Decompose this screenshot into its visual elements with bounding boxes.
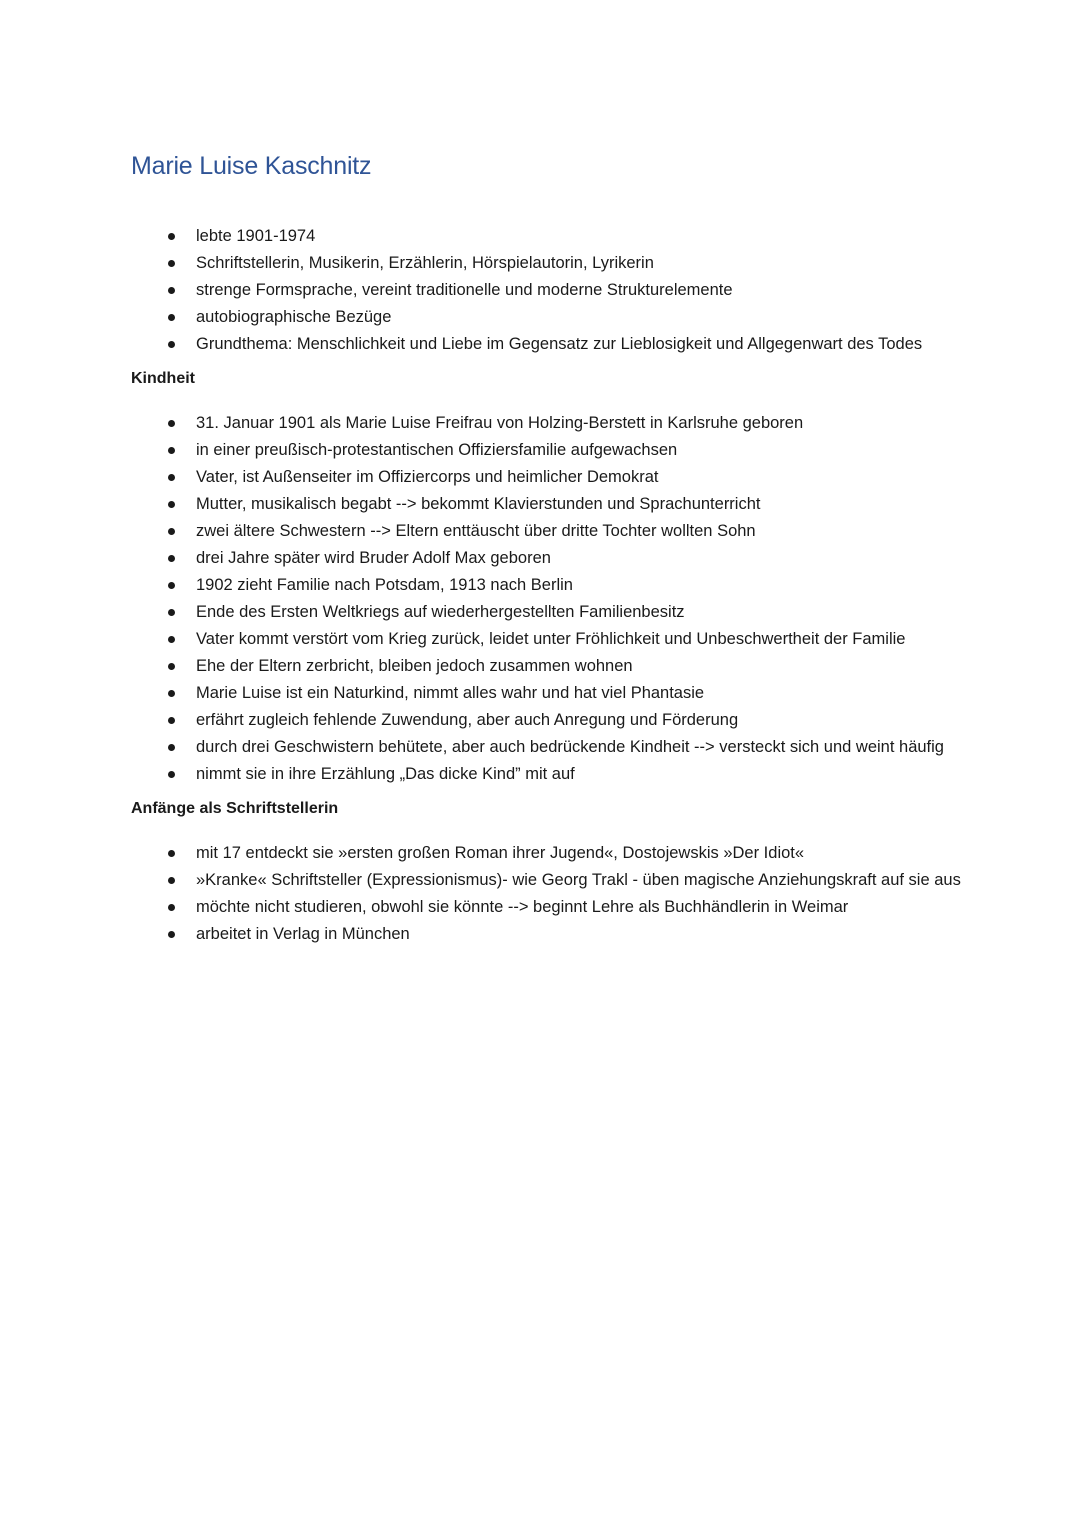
intro-list xyxy=(131,223,961,358)
list-item xyxy=(131,599,961,626)
bullet-icon xyxy=(168,233,175,240)
list-item-text: 1902 zieht Familie nach Potsdam, 1913 nach Berlin xyxy=(196,575,573,594)
list-item-text: drei Jahre später wird Bruder Adolf Max geboren xyxy=(196,548,551,567)
bullet-icon xyxy=(168,555,175,562)
bullet-icon xyxy=(168,287,175,294)
list-item-text: Ehe der Eltern zerbricht, bleiben jedoch zusammen wohnen xyxy=(196,656,633,675)
bullet-icon xyxy=(168,609,175,616)
list-item xyxy=(131,761,961,788)
list-item xyxy=(131,223,961,250)
list-item-text: Schriftstellerin, Musikerin, Erzählerin, Hörspielautorin, Lyrikerin xyxy=(196,253,654,272)
list-item-text: nimmt sie in ihre Erzählung „Das dicke Kind” mit auf xyxy=(196,764,575,783)
list-item xyxy=(131,680,961,707)
bullet-icon xyxy=(168,663,175,670)
list-item-text: mit 17 entdeckt sie »ersten großen Roman ihrer Jugend«, Dostojewskis »Der Idiot« xyxy=(196,844,805,863)
list-item xyxy=(131,572,961,599)
list-item xyxy=(131,894,961,921)
list-item-text: möchte nicht studieren, obwohl sie könnte --> beginnt Lehre als Buchhändlerin in Weimar xyxy=(196,898,849,917)
document-page xyxy=(131,150,961,948)
list-item-text: in einer preußisch-protestantischen Offiziersfamilie aufgewachsen xyxy=(196,440,678,459)
list-item-text: Grundthema: Menschlichkeit und Liebe im Gegensatz zur Lieblosigkeit und Allgegenwart des Todes xyxy=(196,334,923,353)
bullet-icon xyxy=(168,582,175,589)
list-item-text: 31. Januar 1901 als Marie Luise Freifrau von Holzing-Berstett in Karlsruhe geboren xyxy=(196,413,804,432)
list-item-text: Vater, ist Außenseiter im Offiziercorps und heimlicher Demokrat xyxy=(196,467,659,486)
bullet-icon xyxy=(168,501,175,508)
list-item xyxy=(131,518,961,545)
list-item-text: arbeitet in Verlag in München xyxy=(196,925,410,944)
bullet-icon xyxy=(168,447,175,454)
list-item xyxy=(131,331,961,358)
bullet-icon xyxy=(168,850,175,857)
bullet-icon xyxy=(168,314,175,321)
list-item-text: lebte 1901-1974 xyxy=(196,226,316,245)
bullet-icon xyxy=(168,341,175,348)
bullet-icon xyxy=(168,931,175,938)
bullet-icon xyxy=(168,636,175,643)
list-item-text: »Kranke« Schriftsteller (Expressionismus)- wie Georg Trakl - üben magische Anziehungskraft auf sie aus xyxy=(196,871,961,890)
list-item-text: erfährt zugleich fehlende Zuwendung, aber auch Anregung und Förderung xyxy=(196,710,739,729)
list-item-text: durch drei Geschwistern behütete, aber auch bedrückende Kindheit --> versteckt sich und weint häufig xyxy=(196,737,944,756)
bullet-icon xyxy=(168,260,175,267)
bullet-icon xyxy=(168,877,175,884)
list-item-text: strenge Formsprache, vereint traditionelle und moderne Strukturelemente xyxy=(196,280,733,299)
bullet-icon xyxy=(168,771,175,778)
anfaenge-list xyxy=(131,840,961,948)
kindheit-list xyxy=(131,410,961,788)
bullet-icon xyxy=(168,904,175,911)
list-item-text: Marie Luise ist ein Naturkind, nimmt alles wahr und hat viel Phantasie xyxy=(196,683,705,702)
list-item xyxy=(131,464,961,491)
list-item xyxy=(131,410,961,437)
bullet-icon xyxy=(168,690,175,697)
list-item-text: zwei ältere Schwestern --> Eltern enttäuscht über dritte Tochter wollten Sohn xyxy=(196,521,756,540)
list-item-text: Ende des Ersten Weltkriegs auf wiederhergestellten Familienbesitz xyxy=(196,602,685,621)
list-item xyxy=(131,277,961,304)
bullet-icon xyxy=(168,744,175,751)
list-item xyxy=(131,707,961,734)
list-item xyxy=(131,250,961,277)
list-item-text: autobiographische Bezüge xyxy=(196,307,392,326)
list-item xyxy=(131,491,961,518)
list-item-text: Vater kommt verstört vom Krieg zurück, leidet unter Fröhlichkeit und Unbeschwertheit der Familie xyxy=(196,629,906,648)
section-heading-anfaenge: Anfänge als Schriftstellerin xyxy=(131,800,339,818)
document-title: Marie Luise Kaschnitz xyxy=(131,152,372,180)
list-item-text: Mutter, musikalisch begabt --> bekommt Klavierstunden und Sprachunterricht xyxy=(196,494,761,513)
list-item xyxy=(131,840,961,867)
bullet-icon xyxy=(168,420,175,427)
list-item xyxy=(131,626,961,653)
list-item xyxy=(131,653,961,680)
list-item xyxy=(131,867,961,894)
list-item xyxy=(131,545,961,572)
list-item xyxy=(131,921,961,948)
bullet-icon xyxy=(168,717,175,724)
list-item xyxy=(131,734,961,761)
list-item xyxy=(131,437,961,464)
bullet-icon xyxy=(168,528,175,535)
bullet-icon xyxy=(168,474,175,481)
section-heading-kindheit: Kindheit xyxy=(131,370,195,387)
list-item xyxy=(131,304,961,331)
